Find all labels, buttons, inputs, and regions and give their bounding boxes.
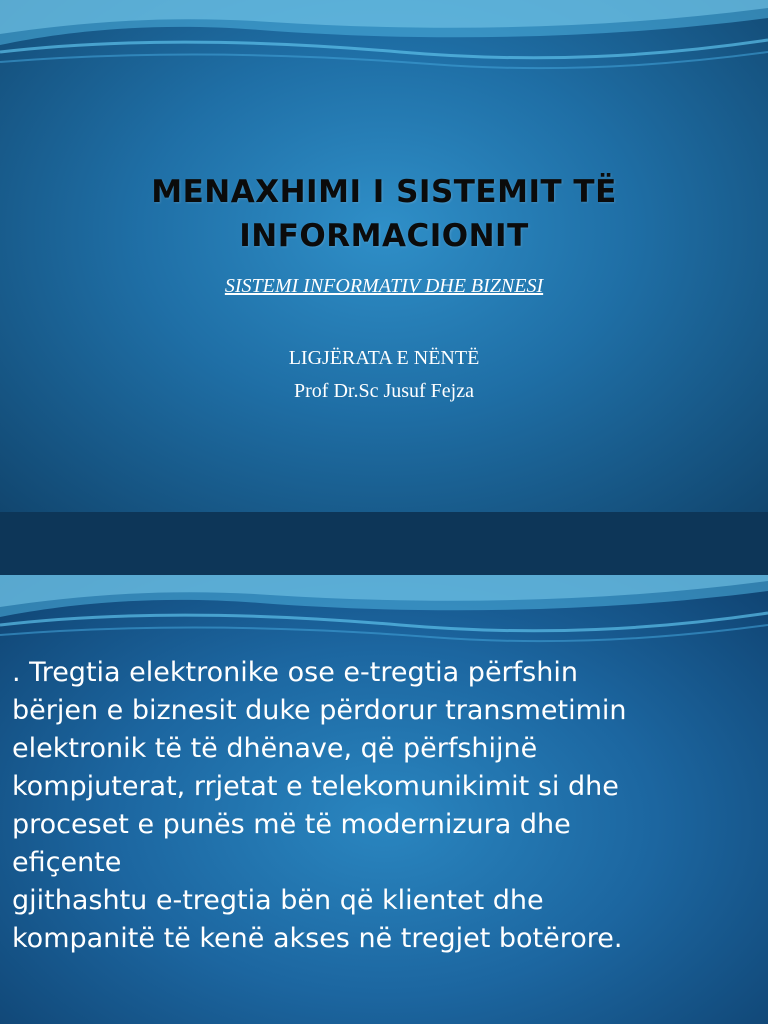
body-line: gjithashtu e-tregtia bën që klientet dhe: [12, 885, 544, 916]
wave-decoration: [0, 575, 768, 665]
body-line: elektronik të të dhënave, që përfshijnë: [12, 733, 538, 764]
author-name: Prof Dr.Sc Jusuf Fejza: [294, 380, 474, 402]
body-line: bërjen e biznesit duke përdorur transmetimin: [12, 695, 627, 726]
wave-decoration: [0, 0, 768, 90]
body-line: efiçente: [12, 847, 122, 878]
body-line: kompjuterat, rrjetat e telekomunikimit si dhe: [12, 771, 619, 802]
slide-gap: [0, 512, 768, 575]
title-line-1: MENAXHIMI I SISTEMIT TË: [151, 174, 617, 210]
body-line: kompanitë të kenë akses në tregjet botërore.: [12, 923, 623, 954]
slide-title-heading: [60, 170, 708, 258]
body-line: . Tregtia elektronike ose e-tregtia përfshin: [12, 657, 578, 688]
slide-subtitle: SISTEMI INFORMATIV DHE BIZNESI: [224, 275, 544, 297]
slide-body-text: [12, 654, 752, 958]
title-line-2: INFORMACIONIT: [239, 218, 529, 254]
slide-content: [0, 575, 768, 1024]
lecture-number: LIGJËRATA E NËNTË: [288, 347, 480, 369]
body-line: proceset e punës më të modernizura dhe: [12, 809, 571, 840]
lecture-info: [60, 342, 708, 408]
